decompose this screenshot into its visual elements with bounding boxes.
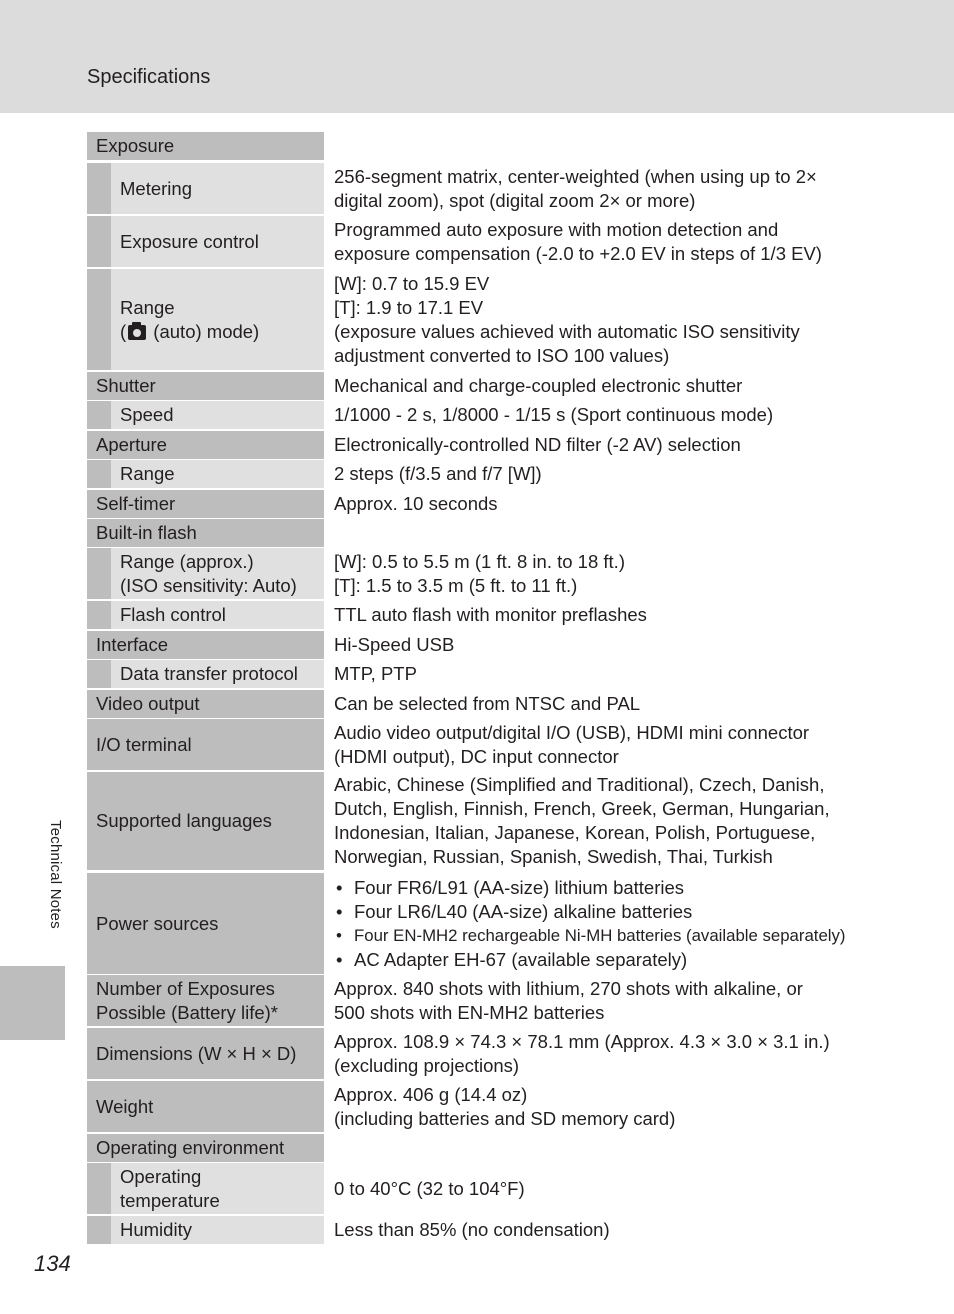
spec-value-line: 0 to 40°C (32 to 104°F) bbox=[334, 1177, 525, 1199]
spec-value-line: (exposure values achieved with automatic ISO sensitivity bbox=[334, 320, 800, 342]
indent-bar bbox=[87, 216, 111, 267]
spec-value bbox=[325, 431, 870, 459]
spec-label-text: ( (auto) mode) bbox=[120, 320, 260, 342]
spec-row bbox=[87, 1081, 867, 1132]
side-tab-label: Technical Notes bbox=[47, 820, 64, 929]
indent-bar bbox=[87, 163, 111, 214]
spec-value-line: [W]: 0.7 to 15.9 EV bbox=[334, 272, 490, 294]
spec-value-line: Electronically-controlled ND filter (-2 AV) selection bbox=[334, 434, 741, 455]
bullet-item: • AC Adapter EH-67 (available separately) bbox=[334, 948, 870, 972]
spec-value-line: Less than 85% (no condensation) bbox=[334, 1219, 610, 1240]
spec-label-text: Interface bbox=[96, 634, 168, 655]
spec-value bbox=[325, 1216, 870, 1244]
spec-label bbox=[87, 1081, 324, 1132]
indent-bar bbox=[87, 601, 111, 629]
spec-row bbox=[87, 372, 867, 400]
spec-value bbox=[325, 772, 870, 870]
spec-label bbox=[87, 490, 324, 518]
spec-value-line: (HDMI output), DC input connector bbox=[334, 745, 619, 767]
spec-row bbox=[87, 460, 867, 488]
spec-value-line: TTL auto flash with monitor preflashes bbox=[334, 604, 647, 625]
spec-label-text: Speed bbox=[120, 404, 174, 425]
spec-label-text: (ISO sensitivity: Auto) bbox=[120, 574, 297, 596]
spec-sublabel bbox=[111, 163, 324, 214]
spec-label-text: Data transfer protocol bbox=[120, 663, 298, 684]
spec-row bbox=[87, 975, 867, 1026]
spec-row bbox=[87, 1216, 867, 1244]
spec-row bbox=[87, 601, 867, 629]
bullet-item: • Four LR6/L40 (AA-size) alkaline batteries bbox=[334, 900, 870, 924]
spec-sublabel bbox=[111, 548, 324, 599]
spec-sublabel bbox=[111, 601, 324, 629]
spec-value-line: Audio video output/digital I/O (USB), HDMI mini connector bbox=[334, 721, 810, 743]
spec-value-line: digital zoom), spot (digital zoom 2× or more) bbox=[334, 189, 696, 211]
spec-label-text: Supported languages bbox=[96, 810, 272, 831]
spec-value-line: Programmed auto exposure with motion detection and bbox=[334, 218, 779, 240]
spec-row bbox=[87, 548, 867, 599]
spec-label bbox=[87, 1134, 324, 1162]
spec-label-text: Dimensions (W × H × D) bbox=[96, 1042, 297, 1064]
spec-row bbox=[87, 401, 867, 429]
spec-value-line: [W]: 0.5 to 5.5 m (1 ft. 8 in. to 18 ft.) bbox=[334, 550, 625, 572]
indent-bar bbox=[87, 660, 111, 688]
spec-value-line: 500 shots with EN-MH2 batteries bbox=[334, 1001, 605, 1023]
spec-value bbox=[325, 975, 870, 1026]
spec-value bbox=[325, 660, 870, 688]
spec-value-line: MTP, PTP bbox=[334, 663, 417, 684]
indent-bar bbox=[87, 1163, 111, 1214]
spec-value-line: Hi-Speed USB bbox=[334, 634, 455, 655]
spec-value bbox=[325, 132, 870, 160]
spec-value-line: adjustment converted to ISO 100 values) bbox=[334, 344, 670, 366]
spec-value bbox=[325, 548, 870, 599]
spec-value bbox=[325, 631, 870, 659]
spec-value bbox=[325, 401, 870, 429]
spec-label bbox=[87, 690, 324, 718]
bullet-item: • Four EN-MH2 rechargeable Ni-MH batteries (available separately) bbox=[334, 924, 870, 948]
spec-label-text: I/O terminal bbox=[96, 733, 192, 755]
spec-row bbox=[87, 216, 867, 267]
spec-label bbox=[87, 1028, 324, 1079]
spec-label-text: Number of Exposures bbox=[96, 977, 275, 999]
spec-row bbox=[87, 163, 867, 214]
spec-value-line: Norwegian, Russian, Spanish, Swedish, Thai, Turkish bbox=[334, 846, 773, 867]
spec-value bbox=[325, 719, 870, 770]
spec-label-text: Range bbox=[120, 463, 175, 484]
spec-value-line: (excluding projections) bbox=[334, 1054, 520, 1076]
spec-row bbox=[87, 873, 867, 974]
spec-label bbox=[87, 772, 324, 870]
indent-bar bbox=[87, 460, 111, 488]
spec-row bbox=[87, 132, 867, 160]
spec-row bbox=[87, 431, 867, 459]
spec-label-text: Power sources bbox=[96, 912, 219, 934]
spec-label bbox=[87, 132, 324, 160]
spec-value bbox=[325, 873, 870, 974]
spec-value bbox=[325, 216, 870, 267]
spec-label-text: Metering bbox=[120, 177, 192, 199]
spec-sublabel bbox=[111, 401, 324, 429]
spec-label-text: Shutter bbox=[96, 375, 156, 396]
spec-row bbox=[87, 519, 867, 547]
spec-row bbox=[87, 631, 867, 659]
spec-label-text: Video output bbox=[96, 693, 200, 714]
spec-label-text: Humidity bbox=[120, 1219, 192, 1240]
spec-value-line: Approx. 406 g (14.4 oz) bbox=[334, 1083, 528, 1105]
spec-value-line: Arabic, Chinese (Simplified and Traditional), Czech, Danish, bbox=[334, 774, 825, 795]
spec-row bbox=[87, 1028, 867, 1079]
spec-value bbox=[325, 163, 870, 214]
spec-sublabel bbox=[111, 660, 324, 688]
spec-value-line: 256-segment matrix, center-weighted (when using up to 2× bbox=[334, 165, 817, 187]
spec-value bbox=[325, 372, 870, 400]
spec-label-text: Operating bbox=[120, 1165, 202, 1187]
spec-label-text: Exposure bbox=[96, 135, 175, 156]
indent-bar bbox=[87, 401, 111, 429]
spec-row bbox=[87, 1134, 867, 1162]
spec-value-line: 1/1000 - 2 s, 1/8000 - 1/15 s (Sport continuous mode) bbox=[334, 404, 774, 425]
spec-sublabel bbox=[111, 216, 324, 267]
spec-value bbox=[325, 1081, 870, 1132]
spec-value-line: Indonesian, Italian, Japanese, Korean, Polish, Portuguese, bbox=[334, 822, 816, 843]
spec-label-text: Aperture bbox=[96, 434, 167, 455]
spec-row bbox=[87, 772, 867, 870]
spec-value bbox=[325, 690, 870, 718]
spec-label-text: Range (approx.) bbox=[120, 550, 254, 572]
spec-row bbox=[87, 490, 867, 518]
spec-label-text: Built-in flash bbox=[96, 522, 197, 543]
spec-value-line: Can be selected from NTSC and PAL bbox=[334, 693, 641, 714]
header-band bbox=[0, 0, 954, 113]
page-number: 134 bbox=[34, 1251, 71, 1276]
spec-value-line: Approx. 840 shots with lithium, 270 shots with alkaline, or bbox=[334, 977, 803, 999]
spec-label-text: temperature bbox=[120, 1189, 220, 1211]
spec-label-text: Possible (Battery life)* bbox=[96, 1001, 278, 1023]
spec-label-text: Weight bbox=[96, 1095, 154, 1117]
spec-label-text: Range bbox=[120, 296, 175, 318]
spec-value-line: [T]: 1.9 to 17.1 EV bbox=[334, 296, 484, 318]
indent-bar bbox=[87, 1216, 111, 1244]
spec-label-text: Exposure control bbox=[120, 230, 259, 252]
spec-sublabel bbox=[111, 269, 324, 370]
spec-label-text: Flash control bbox=[120, 604, 226, 625]
spec-label bbox=[87, 873, 324, 974]
spec-row bbox=[87, 1163, 867, 1214]
spec-value-line: [T]: 1.5 to 3.5 m (5 ft. to 11 ft.) bbox=[334, 574, 578, 596]
spec-row bbox=[87, 660, 867, 688]
spec-value bbox=[325, 601, 870, 629]
spec-value-line: (including batteries and SD memory card) bbox=[334, 1107, 676, 1129]
spec-value bbox=[325, 1134, 870, 1162]
spec-label-text: Self-timer bbox=[96, 493, 176, 514]
spec-sublabel bbox=[111, 460, 324, 488]
indent-bar bbox=[87, 269, 111, 370]
spec-label-text: Operating environment bbox=[96, 1137, 285, 1158]
spec-label bbox=[87, 719, 324, 770]
spec-value bbox=[325, 519, 870, 547]
spec-sublabel bbox=[111, 1163, 324, 1214]
bullet-item: • Four FR6/L91 (AA-size) lithium batteries bbox=[334, 876, 870, 900]
spec-value bbox=[325, 460, 870, 488]
spec-value-line: Approx. 108.9 × 74.3 × 78.1 mm (Approx. 4.3 × 3.0 × 3.1 in.) bbox=[334, 1030, 830, 1052]
spec-label bbox=[87, 519, 324, 547]
page-header-title: Specifications bbox=[87, 66, 211, 88]
spec-label bbox=[87, 631, 324, 659]
spec-value-line: 2 steps (f/3.5 and f/7 [W]) bbox=[334, 463, 542, 484]
spec-label bbox=[87, 431, 324, 459]
spec-row bbox=[87, 690, 867, 718]
spec-sublabel bbox=[111, 1216, 324, 1244]
spec-label bbox=[87, 372, 324, 400]
spec-value-line: exposure compensation (-2.0 to +2.0 EV in steps of 1/3 EV) bbox=[334, 242, 822, 264]
spec-value bbox=[325, 1028, 870, 1079]
spec-value-line: Dutch, English, Finnish, French, Greek, German, Hungarian, bbox=[334, 798, 830, 819]
side-tab-marker bbox=[0, 966, 65, 1040]
spec-value bbox=[325, 490, 870, 518]
spec-value bbox=[325, 1163, 870, 1214]
spec-value-line: Mechanical and charge-coupled electronic shutter bbox=[334, 375, 743, 396]
camera-auto-mode-icon bbox=[128, 325, 146, 340]
indent-bar bbox=[87, 548, 111, 599]
spec-row bbox=[87, 269, 867, 370]
spec-value bbox=[325, 269, 870, 370]
spec-value-line: Approx. 10 seconds bbox=[334, 493, 498, 514]
spec-label bbox=[87, 975, 324, 1026]
spec-row bbox=[87, 719, 867, 770]
